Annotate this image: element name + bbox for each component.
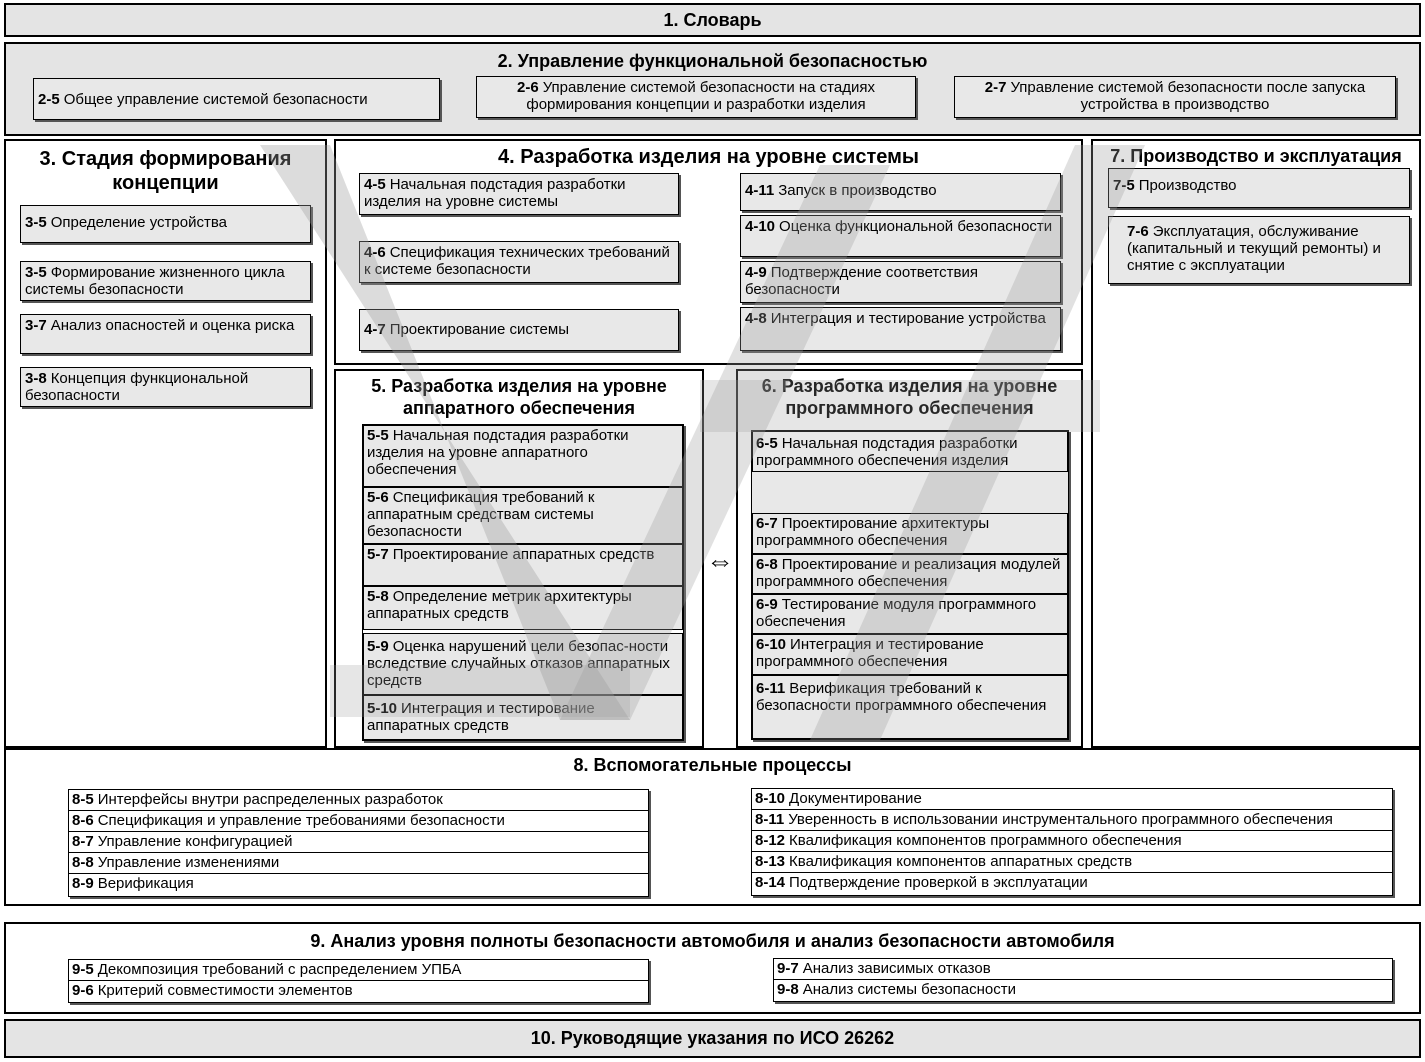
- clause-number: 4-7: [364, 321, 386, 338]
- clause-label: Подтверждение соответствия безопасности: [745, 264, 978, 298]
- clause-label: Оценка нарушений цели безопас-ности вследствие случайных отказов аппаратных средств: [367, 638, 670, 689]
- clause-6-9: [752, 594, 1068, 634]
- clause-2-7: [954, 76, 1396, 118]
- part-8-left-list: [68, 789, 649, 897]
- clause-label: Общее управление системой безопасности: [63, 91, 368, 108]
- clause-8-13: [752, 852, 1392, 873]
- clause-number: 4-5: [364, 176, 386, 193]
- clause-label: Проектирование и реализация модулей программного обеспечения: [756, 556, 1061, 590]
- clause-4-5: [359, 173, 679, 215]
- clause-label: Уверенность в использовании инструментального программного обеспечения: [788, 811, 1333, 828]
- clause-4-8: [740, 307, 1061, 351]
- clause-label: Определение метрик архитектуры аппаратных средств: [367, 588, 632, 622]
- clause-label: Начальная подстадия разработки изделия на уровне аппаратного обеспечения: [367, 427, 629, 478]
- clause-6-8: [752, 554, 1068, 594]
- part-4-title: 4. Разработка изделия на уровне системы: [498, 146, 919, 168]
- clause-5-10: [363, 695, 683, 740]
- clause-label: Анализ зависимых отказов: [802, 960, 991, 977]
- clause-label: Анализ опасностей и оценка риска: [50, 317, 295, 334]
- clause-label: Верификация: [97, 875, 194, 892]
- part-8-title: 8. Вспомогательные процессы: [573, 755, 852, 775]
- clause-label: Интеграция и тестирование устройства: [770, 310, 1046, 327]
- clause-8-14: [752, 873, 1392, 894]
- clause-number: 5-7: [367, 546, 389, 563]
- clause-label: Интерфейсы внутри распределенных разработок: [97, 791, 443, 808]
- clause-number: 2-5: [38, 91, 60, 108]
- clause-label: Подтверждение проверкой в эксплуатации: [789, 874, 1088, 891]
- clause-number: 6-11: [756, 680, 786, 697]
- clause-number: 7-5: [1113, 177, 1135, 194]
- clause-label: Управление системой безопасности после запуска устройства в производство: [1010, 79, 1366, 113]
- clause-number: 4-9: [745, 264, 767, 281]
- clause-label: Производство: [1138, 177, 1237, 194]
- clause-label: Квалификация компонентов программного обеспечения: [789, 832, 1182, 849]
- clause-number: 8-12: [755, 832, 786, 849]
- clause-6-5: [752, 431, 1068, 472]
- clause-number: 6-10: [756, 636, 787, 653]
- clause-label: Управление системой безопасности на стадиях формирования концепции и разработки изделия: [526, 79, 875, 113]
- clause-label: Определение устройства: [50, 214, 227, 231]
- clause-8-7: [69, 832, 648, 853]
- clause-number: 9-5: [72, 961, 94, 978]
- clause-5-5: [363, 425, 683, 487]
- clause-number: 2-6: [517, 79, 539, 96]
- clause-number: 8-11: [755, 811, 785, 828]
- clause-5-8: [363, 586, 683, 630]
- clause-3-7: [20, 314, 311, 354]
- part-10-title: 10. Руководящие указания по ИСО 26262: [530, 1028, 895, 1048]
- clause-7-5: [1108, 168, 1410, 208]
- clause-3-8: [20, 367, 311, 407]
- clause-number: 6-8: [756, 556, 778, 573]
- clause-label: Тестирование модуля программного обеспечения: [756, 596, 1037, 630]
- clause-label: Проектирование аппаратных средств: [392, 546, 655, 563]
- part-2-title: 2. Управление функциональной безопасностью: [497, 51, 928, 71]
- part-3-title: 3. Стадия формирования концепции: [39, 148, 292, 194]
- clause-label: Управление изменениями: [97, 854, 280, 871]
- clause-label: Спецификация и управление требованиями безопасности: [97, 812, 505, 829]
- clause-number: 8-7: [72, 833, 94, 850]
- part-5-title: 5. Разработка изделия на уровне аппаратного обеспечения: [371, 376, 667, 418]
- clause-label: Формирование жизненного цикла системы безопасности: [25, 264, 285, 298]
- clause-label: Эксплуатация, обслуживание (капитальный и текущий ремонты) и снятие с эксплуатации: [1127, 223, 1381, 274]
- clause-number: 6-5: [756, 435, 778, 452]
- clause-3-5-item-definition: [20, 205, 311, 243]
- clause-number: 3-5: [25, 214, 47, 231]
- clause-number: 4-6: [364, 244, 386, 261]
- clause-label: Квалификация компонентов аппаратных средств: [789, 853, 1133, 870]
- clause-8-12: [752, 831, 1392, 852]
- clause-4-7: [359, 309, 679, 351]
- clause-label: Начальная подстадия разработки программного обеспечения изделия: [756, 435, 1018, 469]
- clause-8-11: [752, 810, 1392, 831]
- clause-number: 5-8: [367, 588, 389, 605]
- clause-3-5-safety-lifecycle: [20, 261, 311, 301]
- clause-number: 5-6: [367, 489, 389, 506]
- clause-number: 4-11: [745, 182, 775, 199]
- clause-label: Документирование: [789, 790, 922, 807]
- clause-number: 5-10: [367, 700, 398, 717]
- clause-label: Спецификация требований к аппаратным средствам системы безопасности: [367, 489, 595, 540]
- hardware-software-interaction-arrow: ⇔: [706, 545, 734, 576]
- clause-5-9: [363, 633, 683, 695]
- part-9-title: 9. Анализ уровня полноты безопасности автомобиля и анализ безопасности автомобиля: [310, 931, 1115, 951]
- clause-number: 7-6: [1127, 223, 1149, 240]
- part-1-title: 1. Словарь: [663, 10, 762, 30]
- clause-9-5: [69, 960, 648, 981]
- clause-label: Концепция функциональной безопасности: [25, 370, 249, 404]
- part-1-vocabulary: [4, 3, 1421, 37]
- clause-label: Спецификация технических требований к системе безопасности: [364, 244, 670, 278]
- clause-9-7: [774, 959, 1392, 980]
- clause-number: 3-7: [25, 317, 47, 334]
- clause-5-7: [363, 544, 683, 586]
- part-5-clause-stack: [362, 424, 684, 741]
- clause-number: 6-7: [756, 515, 778, 532]
- clause-6-11: [752, 675, 1068, 739]
- clause-number: 9-6: [72, 982, 94, 999]
- clause-8-9: [69, 874, 648, 895]
- clause-label: Критерий совместимости элементов: [97, 982, 353, 999]
- clause-8-5: [69, 790, 648, 811]
- clause-label: Проектирование системы: [389, 321, 569, 338]
- clause-number: 6-9: [756, 596, 778, 613]
- clause-label: Интеграция и тестирование программного обеспечения: [756, 636, 984, 670]
- clause-9-8: [774, 980, 1392, 1001]
- clause-6-7: [752, 513, 1068, 554]
- clause-label: Анализ системы безопасности: [802, 981, 1017, 998]
- clause-number: 8-8: [72, 854, 94, 871]
- clause-number: 8-6: [72, 812, 94, 829]
- clause-number: 8-13: [755, 853, 786, 870]
- part-9-left-list: [68, 959, 649, 1003]
- part-7-title: 7. Производство и эксплуатация: [1110, 146, 1402, 166]
- clause-number: 2-7: [984, 79, 1007, 96]
- clause-7-6: [1108, 216, 1410, 284]
- clause-label: Интеграция и тестирование аппаратных средств: [367, 700, 595, 734]
- clause-number: 3-5: [25, 264, 47, 281]
- clause-number: 4-8: [745, 310, 767, 327]
- clause-label: Оценка функциональной безопасности: [779, 218, 1053, 235]
- clause-number: 8-14: [755, 874, 786, 891]
- clause-4-10: [740, 215, 1061, 257]
- clause-8-8: [69, 853, 648, 874]
- clause-2-5: [33, 78, 440, 120]
- part-6-clause-stack: [751, 430, 1069, 740]
- clause-number: 9-7: [777, 960, 799, 977]
- clause-2-6: [476, 76, 916, 118]
- clause-8-6: [69, 811, 648, 832]
- part-10-guidelines: [4, 1019, 1421, 1058]
- clause-label: Запуск в производство: [778, 182, 937, 199]
- clause-number: 5-9: [367, 638, 389, 655]
- clause-number: 8-10: [755, 790, 786, 807]
- clause-label: Декомпозиция требований с распределением УПБА: [97, 961, 462, 978]
- clause-label: Верификация требований к безопасности программного обеспечения: [756, 680, 1047, 714]
- clause-number: 3-8: [25, 370, 47, 387]
- clause-label: Начальная подстадия разработки изделия на уровне системы: [364, 176, 626, 210]
- clause-9-6: [69, 981, 648, 1002]
- clause-number: 4-10: [745, 218, 776, 235]
- part-6-title: 6. Разработка изделия на уровне программного обеспечения: [761, 376, 1058, 418]
- clause-4-9: [740, 261, 1061, 303]
- clause-label: Управление конфигурацией: [97, 833, 293, 850]
- clause-6-10: [752, 634, 1068, 675]
- clause-label: Проектирование архитектуры программного обеспечения: [756, 515, 990, 549]
- clause-5-6: [363, 487, 683, 544]
- clause-4-6: [359, 241, 679, 283]
- part-8-right-list: [751, 788, 1393, 896]
- clause-number: 5-5: [367, 427, 389, 444]
- clause-number: 8-9: [72, 875, 94, 892]
- clause-4-11: [740, 173, 1061, 211]
- clause-number: 9-8: [777, 981, 799, 998]
- clause-8-10: [752, 789, 1392, 810]
- part-9-right-list: [773, 958, 1393, 1002]
- clause-number: 8-5: [72, 791, 94, 808]
